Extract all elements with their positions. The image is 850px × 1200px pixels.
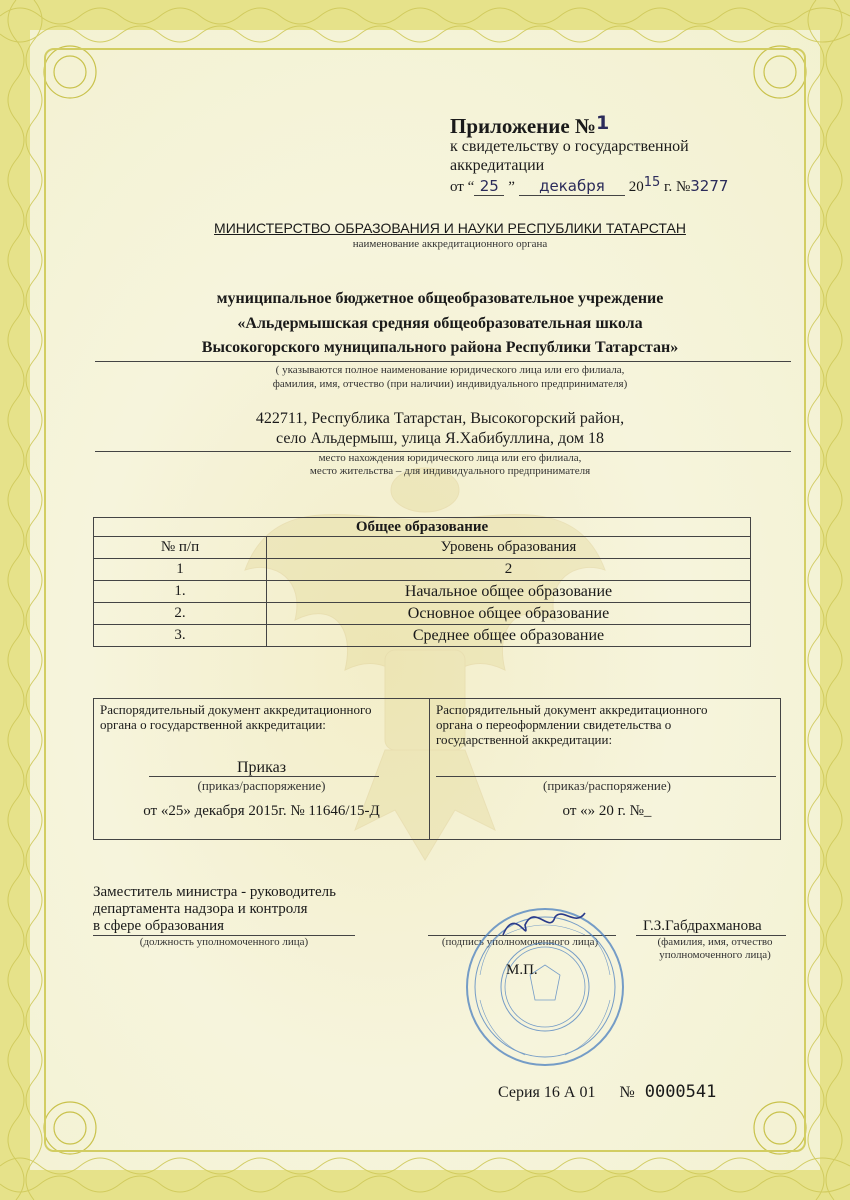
- signature-caption: (подпись уполномоченного лица): [441, 936, 599, 948]
- institution-line1: муниципальное бюджетное общеобразовательное учреждение: [216, 290, 664, 307]
- row-level: Начальное общее образование: [267, 581, 751, 603]
- index-cell: 1: [94, 559, 267, 581]
- column-header-num: № п/п: [94, 537, 267, 559]
- appendix-line2: аккредитации: [450, 157, 545, 174]
- serial-number: 0000541: [644, 1082, 717, 1102]
- signatory-position: Заместитель министра - руководитель департамента надзора и контроля в сфере образования: [93, 884, 336, 934]
- appendix-date: от “ 25 ” декабря 2015 г. №3277: [450, 175, 729, 195]
- signatory-name: Г.З.Габдрахманова: [643, 918, 762, 934]
- ministry-name: МИНИСТЕРСТВО ОБРАЗОВАНИЯ И НАУКИ РЕСПУБЛИКИ ТАТАРСТАН: [214, 220, 686, 236]
- row-num: 2.: [94, 603, 267, 625]
- row-num: 1.: [94, 581, 267, 603]
- administrative-documents-box: [93, 698, 781, 840]
- official-seal: [455, 905, 635, 1070]
- right-doc-date: от «» 20 г. №_: [562, 803, 652, 819]
- table-row: [94, 625, 751, 647]
- left-doc-date: от «25» декабря 2015г. № 11646/15-Д: [143, 803, 380, 819]
- date-month: декабря: [519, 177, 625, 196]
- certificate-number: 3277: [690, 177, 729, 195]
- right-doc-caption: (приказ/распоряжение): [543, 778, 671, 793]
- left-doc-heading: Распорядительный документ аккредитационного органа о государственной аккредитации:: [100, 702, 372, 732]
- position-caption: (должность уполномоченного лица): [139, 936, 309, 948]
- ministry-caption: наименование аккредитационного органа: [352, 238, 548, 250]
- institution-line2: «Альдермышская средняя общеобразовательная школа: [237, 315, 643, 332]
- address-line2: село Альдермыш, улица Я.Хабибуллина, дом 18: [276, 430, 604, 447]
- row-num: 3.: [94, 625, 267, 647]
- institution-caption1: ( указываются полное наименование юридического лица или его филиала,: [275, 364, 625, 376]
- right-doc-heading: Распорядительный документ аккредитационного органа о переоформлении свидетельства о государственной аккредитации:: [436, 702, 708, 747]
- table-row: [94, 581, 751, 603]
- date-day: 25: [474, 177, 504, 196]
- serial-series: Серия 16 А 01 № 0000541: [498, 1082, 717, 1102]
- stamp-place-label: М.П.: [506, 962, 538, 978]
- left-doc-type: Приказ: [236, 759, 287, 776]
- left-doc-caption: (приказ/распоряжение): [197, 778, 326, 793]
- institution-caption2: фамилия, имя, отчество (при наличии) индивидуального предпринимателя): [272, 378, 628, 390]
- appendix-title: Приложение №1: [450, 112, 610, 138]
- address-caption2: место жительства – для индивидуального предпринимателя: [309, 465, 591, 477]
- index-cell: 2: [267, 559, 751, 581]
- appendix-number: 1: [596, 112, 610, 134]
- row-level: Основное общее образование: [267, 603, 751, 625]
- education-levels-table: [93, 517, 751, 647]
- table-title: Общее образование: [94, 518, 751, 537]
- address-caption1: место нахождения юридического лица или его филиала,: [318, 452, 582, 464]
- date-year: 15: [643, 175, 661, 190]
- name-caption: (фамилия, имя, отчество уполномоченного лица): [657, 936, 773, 961]
- address-line1: 422711, Республика Татарстан, Высокогорский район,: [255, 410, 625, 427]
- institution-line3: Высокогорского муниципального района Республики Татарстан»: [201, 339, 679, 356]
- column-header-level: Уровень образования: [267, 537, 751, 559]
- row-level: Среднее общее образование: [267, 625, 751, 647]
- table-row: [94, 603, 751, 625]
- appendix-line1: к свидетельству о государственной: [450, 138, 689, 155]
